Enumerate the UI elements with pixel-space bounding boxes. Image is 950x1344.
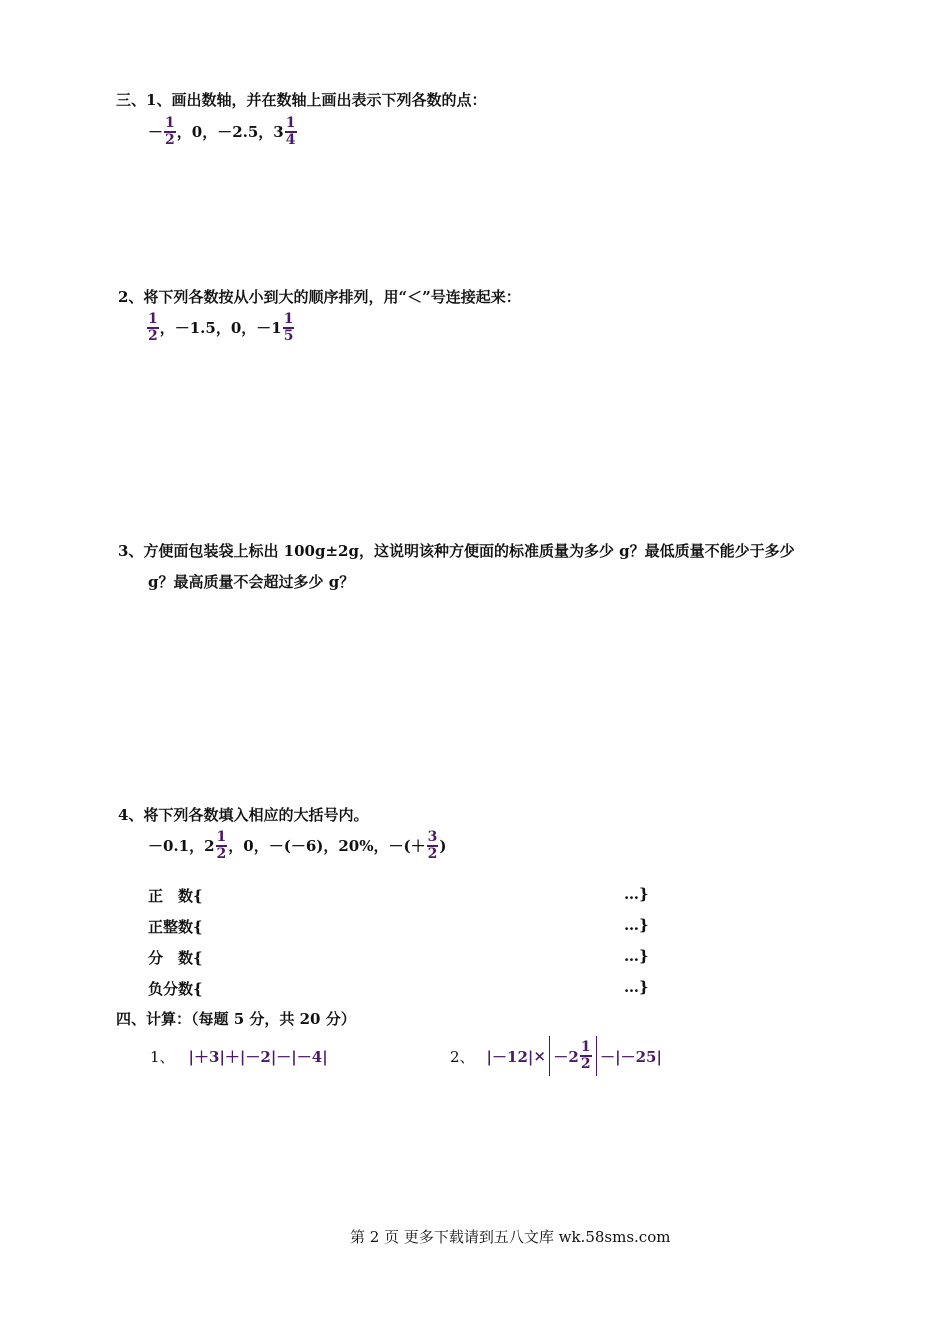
q3-line1: 3、方便面包装袋上标出 100g±2g，这说明该种方便面的标准质量为多少 g？最低质量不能少于多少 bbox=[118, 542, 795, 560]
fraction: $\frac{1}{2}$ bbox=[148, 311, 158, 344]
set-end-neg-fraction: …} bbox=[624, 978, 649, 996]
q3-line2: g？最高质量不会超过多少 g？ bbox=[148, 573, 355, 591]
set-label-positive-int: 正整数{ bbox=[148, 918, 203, 936]
fraction: $\frac{1}{2}$ bbox=[580, 1039, 591, 1072]
q2-text: 2、将下列各数按从小到大的顺序排列，用“＜”号连接起来： bbox=[118, 288, 521, 306]
fraction: $\frac{1}{2}$ bbox=[165, 115, 175, 148]
set-end-fraction: …} bbox=[624, 947, 649, 965]
q2-numbers: $\frac{1}{2}$ ，－1.5，0，－1 $\frac{1}{5}$ bbox=[148, 311, 294, 344]
set-label-fraction: 分 数{ bbox=[148, 949, 203, 967]
fraction: $\frac{3}{2}$ bbox=[427, 829, 438, 862]
set-end-positive-int: …} bbox=[624, 916, 649, 934]
fraction: $\frac{1}{5}$ bbox=[283, 311, 294, 344]
problem-2: 2、 |－12| × －2 $\frac{1}{2}$ － |－25| bbox=[450, 1036, 662, 1076]
q4-text: 4、将下列各数填入相应的大括号内。 bbox=[118, 806, 369, 824]
set-label-positive: 正 数{ bbox=[148, 887, 203, 905]
problem-1: 1、 |＋3| ＋ |－2| － |－4| bbox=[150, 1048, 328, 1066]
set-end-positive: …} bbox=[624, 885, 649, 903]
section4-heading: 四、计算：（每题 5 分，共 20 分） bbox=[116, 1010, 356, 1028]
page-footer: 第 2 页 更多下载请到五八文库 wk.58sms.com bbox=[350, 1228, 671, 1246]
fraction: $\frac{1}{2}$ bbox=[216, 829, 227, 862]
q1-numbers: － $\frac{1}{2}$ ，0，－2.5，3 $\frac{1}{4}$ bbox=[148, 115, 296, 148]
fraction: $\frac{1}{4}$ bbox=[285, 115, 296, 148]
q1-text: 三、1、画出数轴，并在数轴上画出表示下列各数的点： bbox=[116, 91, 487, 109]
section3-heading: 三、 bbox=[116, 91, 147, 109]
q4-numbers: －0.1，2 $\frac{1}{2}$ ，0，－(－6)，20%，－(＋ $\frac{3}{2}$ ) bbox=[148, 829, 447, 862]
set-label-neg-fraction: 负分数{ bbox=[148, 980, 203, 998]
